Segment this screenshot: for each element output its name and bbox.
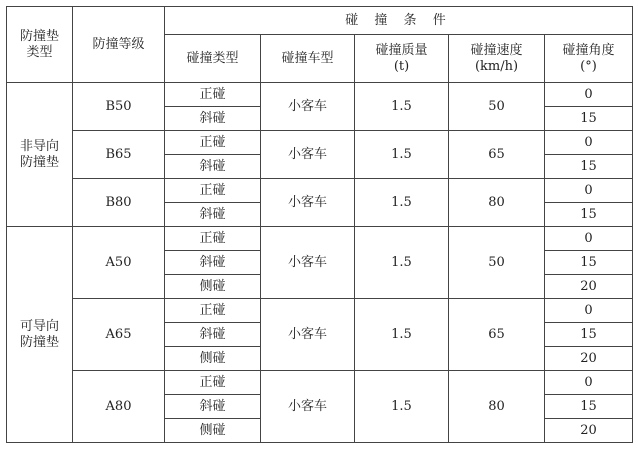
angle-cell: 15	[545, 251, 633, 275]
collision-type-cell: 正碰	[165, 179, 261, 203]
collision-type-cell: 正碰	[165, 131, 261, 155]
collision-type-cell: 斜碰	[165, 323, 261, 347]
speed-cell: 50	[449, 83, 545, 131]
header-protection-level: 防撞等级	[73, 7, 165, 83]
level-cell: A80	[73, 371, 165, 443]
header-collision-angle: 碰撞角度 (°)	[545, 35, 633, 83]
crash-cushion-table	[6, 6, 633, 443]
collision-type-cell: 正碰	[165, 227, 261, 251]
angle-cell: 20	[545, 347, 633, 371]
angle-cell: 15	[545, 203, 633, 227]
collision-type-cell: 斜碰	[165, 395, 261, 419]
header-cushion-type: 防撞垫 类型	[7, 7, 73, 83]
angle-cell: 0	[545, 179, 633, 203]
mass-cell: 1.5	[355, 371, 449, 443]
speed-cell: 65	[449, 299, 545, 371]
header-collision-mass: 碰撞质量 (t)	[355, 35, 449, 83]
header-collision-speed: 碰撞速度 (km/h)	[449, 35, 545, 83]
mass-cell: 1.5	[355, 227, 449, 299]
level-cell: B50	[73, 83, 165, 131]
angle-cell: 15	[545, 395, 633, 419]
vehicle-cell: 小客车	[261, 83, 355, 131]
collision-type-cell: 斜碰	[165, 155, 261, 179]
collision-type-cell: 斜碰	[165, 203, 261, 227]
mass-cell: 1.5	[355, 299, 449, 371]
collision-type-cell: 正碰	[165, 83, 261, 107]
level-cell: A50	[73, 227, 165, 299]
angle-cell: 20	[545, 419, 633, 443]
angle-cell: 15	[545, 155, 633, 179]
mass-cell: 1.5	[355, 179, 449, 227]
header-vehicle-type: 碰撞车型	[261, 35, 355, 83]
level-cell: B80	[73, 179, 165, 227]
header-collision-type: 碰撞类型	[165, 35, 261, 83]
collision-type-cell: 侧碰	[165, 347, 261, 371]
collision-type-cell: 侧碰	[165, 419, 261, 443]
angle-cell: 0	[545, 83, 633, 107]
angle-cell: 0	[545, 227, 633, 251]
collision-type-cell: 侧碰	[165, 275, 261, 299]
collision-type-cell: 斜碰	[165, 251, 261, 275]
collision-type-cell: 正碰	[165, 299, 261, 323]
header-collision-conditions: 碰 撞 条 件	[165, 7, 633, 35]
angle-cell: 15	[545, 323, 633, 347]
angle-cell: 0	[545, 299, 633, 323]
collision-type-cell: 正碰	[165, 371, 261, 395]
angle-cell: 0	[545, 371, 633, 395]
vehicle-cell: 小客车	[261, 299, 355, 371]
speed-cell: 50	[449, 227, 545, 299]
vehicle-cell: 小客车	[261, 131, 355, 179]
speed-cell: 80	[449, 179, 545, 227]
level-cell: A65	[73, 299, 165, 371]
angle-cell: 0	[545, 131, 633, 155]
cushion-type-cell: 非导向 防撞垫	[7, 83, 73, 227]
vehicle-cell: 小客车	[261, 179, 355, 227]
vehicle-cell: 小客车	[261, 371, 355, 443]
collision-type-cell: 斜碰	[165, 107, 261, 131]
angle-cell: 15	[545, 107, 633, 131]
mass-cell: 1.5	[355, 131, 449, 179]
cushion-type-cell: 可导向 防撞垫	[7, 227, 73, 443]
speed-cell: 65	[449, 131, 545, 179]
speed-cell: 80	[449, 371, 545, 443]
angle-cell: 20	[545, 275, 633, 299]
vehicle-cell: 小客车	[261, 227, 355, 299]
level-cell: B65	[73, 131, 165, 179]
mass-cell: 1.5	[355, 83, 449, 131]
